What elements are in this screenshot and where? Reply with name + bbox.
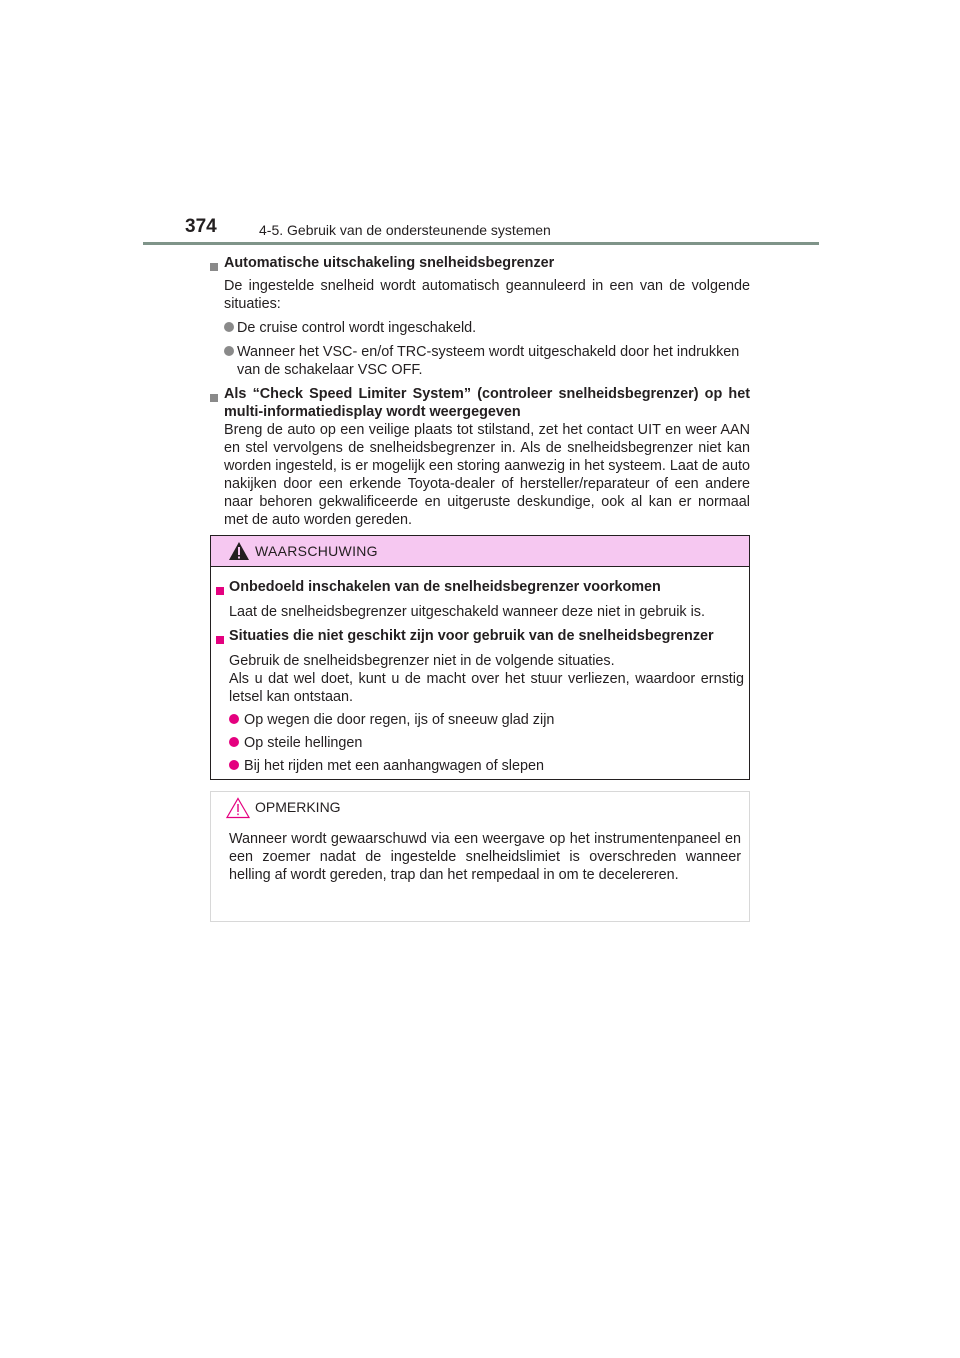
note-label: OPMERKING — [255, 799, 341, 815]
header-divider — [143, 242, 819, 245]
list-item: Wanneer het VSC- en/of TRC-systeem wordt uitgeschakeld door het indrukken van de schakelaar VSC OFF. — [210, 343, 750, 379]
note-text: Wanneer wordt gewaarschuwd via een weergave op het instrumentenpaneel en een zoemer nadat de ingestelde snelheidslimiet is overschreden wanneer helling af wordt gereden, trap dan het rempedaal in om te decelereren. — [229, 831, 741, 883]
warning-heading: Onbedoeld inschakelen van de snelheidsbegrenzer voorkomen — [216, 578, 744, 601]
warning-triangle-icon — [228, 541, 250, 561]
warning-box — [210, 535, 750, 780]
warning-text: Gebruik de snelheidsbegrenzer niet in de volgende situaties. — [229, 653, 615, 669]
section-heading: Als “Check Speed Limiter System” (controleer snelheidsbegrenzer) op het multi-informatiedisplay wordt weergegeven — [210, 385, 750, 421]
list-item: De cruise control wordt ingeschakeld. — [210, 319, 750, 337]
warning-label: WAARSCHUWING — [255, 543, 378, 559]
round-bullet-icon — [224, 322, 234, 332]
warning-header — [211, 536, 749, 567]
round-bullet-icon — [229, 760, 239, 770]
warning-body — [216, 578, 744, 775]
warning-text: Laat de snelheidsbegrenzer uitgeschakeld wanneer deze niet in gebruik is. — [229, 604, 706, 620]
note-box — [210, 791, 750, 922]
round-bullet-icon — [229, 737, 239, 747]
square-bullet-icon — [210, 394, 218, 402]
section-text: De ingestelde snelheid wordt automatisch geannuleerd in een van de volgende situaties: — [224, 278, 750, 312]
main-content — [210, 254, 750, 529]
round-bullet-icon — [229, 714, 239, 724]
section-heading: Automatische uitschakeling snelheidsbegrenzer — [210, 254, 750, 277]
round-bullet-icon — [224, 346, 234, 356]
warning-heading: Situaties die niet geschikt zijn voor gebruik van de snelheidsbegrenzer — [216, 627, 744, 650]
square-bullet-icon — [216, 587, 224, 595]
square-bullet-icon — [210, 263, 218, 271]
section-text: Breng de auto op een veilige plaats tot stilstand, zet het contact UIT en weer AAN en stel vervolgens de snelheidsbegrenzer in. Als de snelheidsbegrenzer niet kan worden ingesteld, is er mogelijk een storing aanwezig in het systeem. Laat de auto nakijken door een erkende Toyota-dealer of hersteller/reparateur of een andere naar behoren gekwalificeerde en uitgeruste deskundige, ook al kan er normaal met de auto worden gereden. — [224, 422, 750, 528]
warning-text: Als u dat wel doet, kunt u de macht over het stuur verliezen, waardoor ernstig letsel kan ontstaan. — [229, 671, 744, 705]
list-item: Op wegen die door regen, ijs of sneeuw glad zijn — [216, 711, 744, 729]
page-number: 374 — [185, 216, 217, 237]
caution-triangle-icon — [226, 797, 250, 819]
list-item: Bij het rijden met een aanhangwagen of slepen — [216, 757, 744, 775]
section-title: 4-5. Gebruik van de ondersteunende systemen — [259, 222, 551, 238]
square-bullet-icon — [216, 636, 224, 644]
list-item: Op steile hellingen — [216, 734, 744, 752]
